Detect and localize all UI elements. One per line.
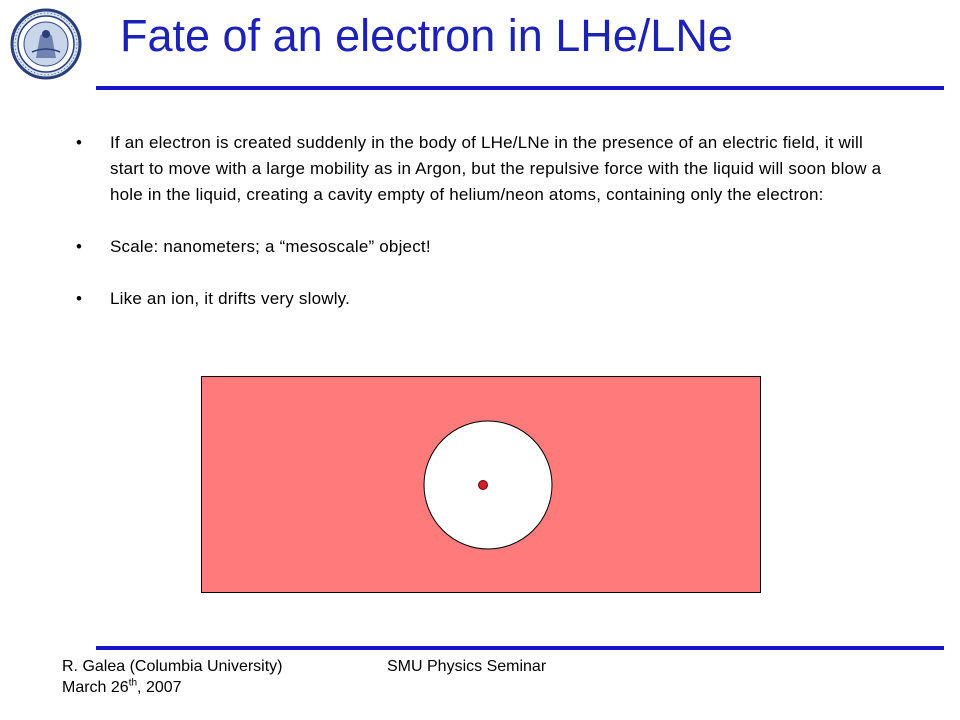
footer-author-date [62,656,283,698]
title-divider [96,86,944,90]
footer-date: March 26th, 2007 [62,677,182,696]
bullet-text-drift: Like an ion, it drifts very slowly. [110,289,351,308]
slide-title: Fate of an electron in LHe/LNe [120,10,733,61]
bullet-marker: • [76,237,83,256]
bullet-text-cavity-formation: If an electron is created suddenly in the body of LHe/LNe in the presence of an electric field, it will start to move with a large mobility as in Argon, but the repulsive force with the liquid will soon blow a hole in the liquid, creating a cavity empty of helium/neon atoms, containing only the electron: [110,133,882,204]
bullet-list [74,130,894,312]
bullet-item [74,234,894,260]
bullet-item [74,130,894,208]
bullet-item [74,286,894,312]
electron-dot [479,481,488,490]
bullet-marker: • [76,133,83,152]
university-seal-icon [10,8,82,80]
footer-divider [96,646,944,650]
electron-bubble-diagram [201,376,761,593]
bullet-text-scale: Scale: nanometers; a “mesoscale” object! [110,237,431,256]
footer-author: R. Galea (Columbia University) [62,658,283,675]
footer-event: SMU Physics Seminar [387,658,547,675]
bullet-marker: • [76,289,83,308]
